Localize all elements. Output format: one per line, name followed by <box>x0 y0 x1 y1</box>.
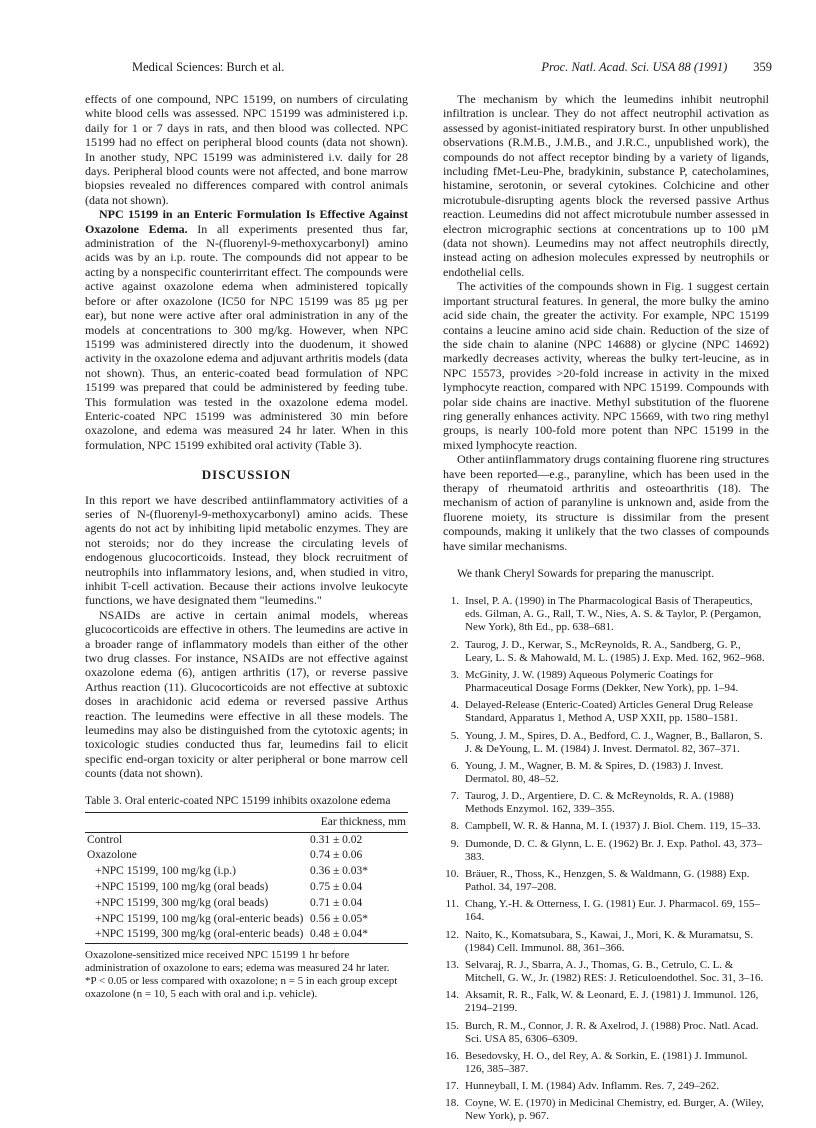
reference-number: 8. <box>450 820 459 833</box>
row-value: 0.48 ± 0.04* <box>310 928 369 941</box>
reference-number: 14. <box>445 989 459 1002</box>
paragraph: effects of one compound, NPC 15199, on numbers of circulating white blood cells was assessed. NPC 15199 was administered i.p. daily for 1 or 7 days in rats, and then blood was collected. NPC 15199 had no effect on peripheral blood counts (data not shown). In another study, NPC 15199 was administered i.v. daily for 28 days. Peripheral blood counts were not affected, and bone marrow biopsies revealed no differences compared with control animals (data not shown). <box>85 92 408 207</box>
reference-item <box>443 989 769 1015</box>
row-label: Oxazolone <box>87 849 137 862</box>
paragraph: Other antiinflammatory drugs containing fluorene ring structures have been reported—e.g., paranyline, which has been used in the therapy of rheumatoid arthritis and osteoarthritis (18). The mechanism of action of paranyline is unknown and, aside from the fluorene moiety, its structure is dissimilar from the present compounds, making it unlikely that the two classes of compounds have similar mechanisms. <box>443 452 769 553</box>
table-row <box>85 912 408 928</box>
table-3 <box>85 812 408 944</box>
table-row <box>85 864 408 880</box>
reference-text: Campbell, W. R. & Hanna, M. I. (1937) J. Biol. Chem. 119, 15–33. <box>465 820 761 833</box>
table-row <box>85 848 408 864</box>
reference-number: 13. <box>445 958 459 971</box>
row-label: Control <box>87 833 123 846</box>
reference-item <box>443 639 769 665</box>
table-caption: Table 3. Oral enteric-coated NPC 15199 inhibits oxazolone edema <box>85 794 391 807</box>
row-label: +NPC 15199, 300 mg/kg (oral-enteric beads) <box>95 928 304 941</box>
reference-item <box>443 959 769 985</box>
reference-item <box>443 929 769 955</box>
reference-number: 10. <box>445 868 459 881</box>
reference-text: Burch, R. M., Connor, J. R. & Axelrod, J. (1988) Proc. Natl. Acad. Sci. USA 85, 6306–6309. <box>465 1019 759 1045</box>
reference-list <box>443 595 769 1123</box>
reference-item <box>443 760 769 786</box>
reference-text: Aksamit, R. R., Falk, W. & Leonard, E. J. (1981) J. Immunol. 126, 2194–2199. <box>465 989 759 1015</box>
row-label: +NPC 15199, 300 mg/kg (oral beads) <box>95 896 269 909</box>
reference-number: 12. <box>445 928 459 941</box>
reference-number: 9. <box>450 837 459 850</box>
journal-citation: Proc. Natl. Acad. Sci. USA 88 (1991) <box>541 60 728 74</box>
reference-item <box>443 868 769 894</box>
reference-number: 16. <box>445 1049 459 1062</box>
row-value: 0.75 ± 0.04 <box>310 880 363 893</box>
paragraph-text: In all experiments presented thus far, administration of the N-(fluorenyl-9-methoxycarbonyl) amino acids was by an i.p. route. The compounds did not appear to be acting by a nonspecific counterirritant effect. The compounds were active against oxazolone edema when administered topically before or after oxazolone (IC50 for NPC 15199 was 85 µg per ear), but none were active after oral administration in any of the models at concentrations to 300 mg/kg. However, when NPC 15199 was administered directly into the duodenum, it showed activity in the oxazolone edema and adjuvant arthritis models (data not shown). Thus, an enteric-coated bead formulation of NPC 15199 was prepared that could be administered by feeding tube. This formulation was tested in the oxazolone edema model. Enteric-coated NPC 15199 was administered 30 min before oxazolone, and edema was measured 24 hr later. When in this formulation, NPC 15199 exhibited oral activity (Table 3). <box>85 221 408 452</box>
run-in-heading: NPC 15199 in an Enteric Formulation Is Effective Against Oxazolone Edema. <box>85 207 408 236</box>
reference-number: 5. <box>450 729 459 742</box>
reference-text: Dumonde, D. C. & Glynn, L. E. (1962) Br. J. Exp. Pathol. 43, 373–383. <box>465 837 762 863</box>
table-row <box>85 927 408 943</box>
table-footnote: Oxazolone-sensitized mice received NPC 15199 1 hr before administration of oxazolone to ears; edema was measured 24 hr later. <box>85 949 390 975</box>
reference-text: Selvaraj, R. J., Sbarra, A. J., Thomas, G. B., Cetrulo, C. L. & Mitchell, G. W., Jr. (1982) RES: J. Reticuloendothel. Soc. 31, 3–16. <box>465 958 764 984</box>
reference-text: Young, J. M., Spires, D. A., Bedford, C. J., Wagner, B., Ballaron, S. J. & DeYoung, L. M. (1984) J. Invest. Dermatol. 82, 367–371. <box>465 729 763 755</box>
paragraph <box>85 207 408 452</box>
reference-item <box>443 898 769 924</box>
reference-text: Besedovsky, H. O., del Rey, A. & Sorkin, E. (1981) J. Immunol. 126, 385–387. <box>465 1049 748 1075</box>
reference-number: 2. <box>450 638 459 651</box>
reference-item <box>443 730 769 756</box>
reference-item <box>443 1097 769 1123</box>
reference-number: 15. <box>445 1019 459 1032</box>
reference-text: McGinity, J. W. (1989) Aqueous Polymeric Coatings for Pharmaceutical Dosage Forms (Dekker, New York), pp. 1–94. <box>465 669 739 694</box>
row-label: +NPC 15199, 100 mg/kg (i.p.) <box>95 865 236 878</box>
paragraph: In this report we have described antiinflammatory activities of a series of N-(fluorenyl-9-methoxycarbonyl) amino acids. These agents do not act by inhibiting lipid metabolic enzymes. They are not steroids; nor do they increase the circulating levels of endogenous glucocorticoids. Instead, they block recruitment of neutrophils into inflammatory lesions, and, when studied in vitro, inhibit T-cell activation. Because their actions involve leukocyte functions, we have designated them "leumedins." <box>85 492 408 608</box>
section-heading: DISCUSSION <box>201 467 292 483</box>
acknowledgment: We thank Cheryl Sowards for preparing the manuscript. <box>457 568 715 580</box>
paragraph: NSAIDs are active in certain animal models, whereas glucocorticoids are effective in others. The leumedins are active in a broader range of inflammatory models than either of the other two drug classes. For instance, NSAIDs are not effective against oxazolone edema (6), antigen arthritis (17), or reverse passive Arthus reaction (11). Glucocorticoids are not effective at subtoxic doses in arachidonic acid edema or reversed passive Arthus reaction. The leumedins were effective in all these models. The leumedins may also be distinguished from the cytotoxic agents; in toxicologic studies conducted thus far, leumedins fail to elicit specific end-organ toxicity or alter peripheral or bone marrow cell counts (data not shown). <box>85 607 408 781</box>
table-header: Ear thickness, mm <box>85 813 408 832</box>
reference-number: 6. <box>450 759 459 772</box>
reference-text: Coyne, W. E. (1970) in Medicinal Chemistry, ed. Burger, A. (Wiley, New York), p. 967. <box>465 1097 764 1123</box>
reference-text: Hunneyball, I. M. (1984) Adv. Inflamm. Res. 7, 249–262. <box>465 1080 720 1093</box>
row-value: 0.31 ± 0.02 <box>310 833 363 846</box>
table-note <box>85 949 408 1001</box>
page-number: 359 <box>753 60 772 74</box>
reference-number: 17. <box>445 1080 459 1093</box>
reference-number: 7. <box>450 790 459 803</box>
reference-text: Taurog, J. D., Argentiere, D. C. & McReynolds, R. A. (1988) Methods Enzymol. 162, 339–355. <box>465 790 734 816</box>
row-value: 0.36 ± 0.03* <box>310 865 369 878</box>
reference-text: Bräuer, R., Thoss, K., Henzgen, S. & Waldmann, G. (1988) Exp. Pathol. 34, 197–208. <box>465 868 750 894</box>
reference-text: Chang, Y.-H. & Otterness, I. G. (1981) Eur. J. Pharmacol. 69, 155–164. <box>465 898 760 924</box>
row-value: 0.74 ± 0.06 <box>310 849 363 862</box>
header-journal <box>541 60 772 75</box>
reference-text: Young, J. M., Wagner, B. M. & Spires, D. (1983) J. Invest. Dermatol. 80, 48–52. <box>465 759 724 785</box>
reference-item <box>443 699 769 725</box>
reference-number: 18. <box>445 1097 459 1110</box>
table-row <box>85 896 408 912</box>
left-column <box>85 92 408 1001</box>
reference-item <box>443 820 769 833</box>
row-value: 0.56 ± 0.05* <box>310 912 369 925</box>
reference-text: Insel, P. A. (1990) in The Pharmacological Basis of Therapeutics, eds. Gilman, A. G., Rall, T. W., Nies, A. S. & Taylor, P. (Pergamon, New York), 8th Ed., pp. 638–681. <box>465 595 762 634</box>
reference-number: 4. <box>450 699 459 712</box>
right-column <box>443 92 769 1128</box>
reference-text: Naito, K., Komatsubara, S., Kawai, J., Mori, K. & Muramatsu, S. (1984) Cell. Immunol. 88, 361–366. <box>465 928 754 954</box>
reference-text: Taurog, J. D., Kerwar, S., McReynolds, R. A., Sandberg, G. P., Leary, L. S. & Mahowald, M. L. (1985) J. Exp. Med. 162, 962–968. <box>465 638 765 664</box>
reference-item <box>443 1080 769 1093</box>
table-row <box>85 832 408 848</box>
reference-item <box>443 595 769 634</box>
table-footnote: *P < 0.05 or less compared with oxazolone; n = 5 in each group except oxazolone (n = 10, 5 each with oral and i.p. vehicle). <box>85 975 398 1001</box>
header-section: Medical Sciences: Burch et al. <box>132 60 285 74</box>
reference-text: Delayed-Release (Enteric-Coated) Articles General Drug Release Standard, Apparatus 1, Method A, USP XXII, pp. 1580–1581. <box>465 699 754 725</box>
reference-item <box>443 1020 769 1046</box>
reference-item <box>443 1050 769 1076</box>
reference-item <box>443 669 769 695</box>
reference-item <box>443 838 769 864</box>
paragraph: The mechanism by which the leumedins inhibit neutrophil infiltration is unclear. They do not affect neutrophil activation as assessed by agonist-initiated respiratory burst. In other unpublished observations (R.M.B., J.M.B., and J.R.C., unpublished work), the compounds do not affect receptor binding by a variety of ligands, including fMet-Leu-Phe, bradykinin, substance P, catecholamines, histamine, serotonin, or several cytokines. Colchicine and other microtubule-disrupting agents block the reversed passive Arthus reaction. Leumedins did not affect microtubule number assessed in electron micrographic sections at concentrations up to 100 µM (data not shown). Leumedins may not affect neutrophils directly, instead acting on adhesion molecules expressed by neutrophils or endothelial cells. <box>443 92 769 279</box>
reference-item <box>443 790 769 816</box>
row-label: +NPC 15199, 100 mg/kg (oral beads) <box>95 880 269 893</box>
reference-number: 3. <box>450 669 459 681</box>
running-header <box>92 60 772 78</box>
table-row <box>85 880 408 896</box>
paragraph: The activities of the compounds shown in Fig. 1 suggest certain important structural features. In general, the more bulky the amino acid side chain, the greater the activity. For example, NPC 15199 contains a leucine amino acid side chain. Reduction of the size of the side chain to alanine (NPC 14688) or glycine (NPC 14692) markedly decreases activity, whereas the bulky tert-leucine, as in NPC 15573, provides >20-fold increase in activity in the mixed lymphocyte reaction, compared with NPC 15199. Compounds with polar side chains are inactive. Methyl substitution of the fluorene ring generally enhances activity. NPC 15669, with two ring methyl groups, is nearly 100-fold more potent than NPC 15199 in the mixed lymphocyte reaction. <box>443 279 769 452</box>
row-label: +NPC 15199, 100 mg/kg (oral-enteric beads) <box>95 912 304 925</box>
reference-number: 11. <box>445 898 459 911</box>
reference-number: 1. <box>450 595 459 608</box>
row-value: 0.71 ± 0.04 <box>310 896 363 909</box>
